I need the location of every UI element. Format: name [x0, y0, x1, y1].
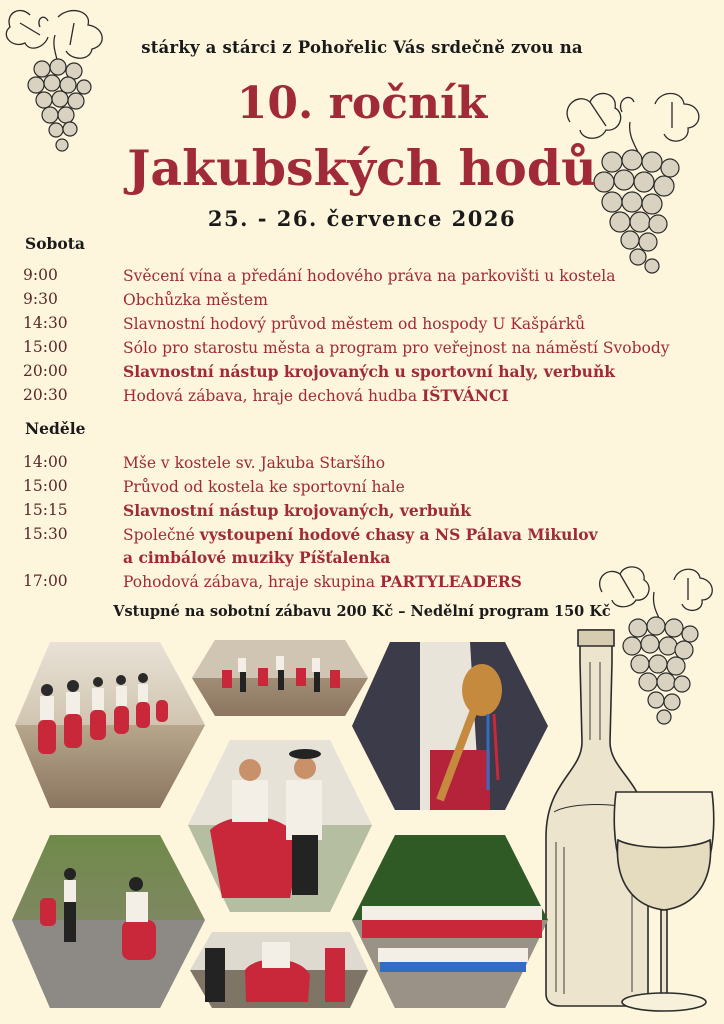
item-time: 15:30	[23, 525, 68, 543]
item-text: a cimbálové muziky Píšťalenka	[123, 548, 391, 567]
item-text: Sólo pro starostu města a program pro veřejnost na náměstí Svobody	[123, 339, 670, 357]
item-text: Slavnostní nástup krojovaných u sportovní haly, verbuňk	[123, 362, 615, 381]
photo-collage	[0, 630, 560, 1020]
item-text: Svěcení vína a předání hodového práva na parkovišti u kostela	[123, 267, 616, 285]
item-time: 15:00	[23, 338, 68, 356]
photo-procession	[15, 642, 205, 808]
photo-couple-dance	[188, 740, 372, 912]
day-heading-saturday: Sobota	[25, 234, 85, 253]
item-text: Obchůzka městem	[123, 291, 268, 309]
list-item	[23, 501, 703, 523]
item-text: Pohodová zábava, hraje skupina PARTYLEADERS	[123, 572, 522, 591]
admission-prices: Vstupné na sobotní zábavu 200 Kč – Nedělní program 150 Kč	[113, 603, 611, 620]
event-date: 25. - 26. července 2026	[207, 206, 517, 231]
list-item	[23, 314, 703, 336]
list-item	[23, 386, 703, 408]
list-item	[23, 525, 703, 547]
item-text: Slavnostní hodový průvod městem od hospody U Kašpárků	[123, 315, 586, 333]
day-heading-sunday: Neděle	[25, 419, 86, 438]
wine-glass-icon	[606, 780, 724, 1020]
photo-costume-detail	[352, 642, 548, 810]
list-item	[23, 477, 703, 499]
photo-street-procession	[12, 835, 205, 1008]
list-item	[23, 338, 703, 360]
list-item	[23, 548, 703, 570]
list-item	[23, 572, 703, 594]
item-time: 15:00	[23, 477, 68, 495]
item-text: Slavnostní nástup krojovaných, verbuňk	[123, 501, 472, 520]
photo-group	[352, 835, 548, 1008]
item-text: Společné vystoupení hodové chasy a NS Pálava Mikulov	[123, 525, 598, 544]
item-text: Mše v kostele sv. Jakuba Staršího	[123, 454, 386, 472]
list-item	[23, 290, 703, 312]
intro-text: stárky a stárci z Pohořelic Vás srdečně zvou na	[141, 38, 583, 57]
list-item	[23, 266, 703, 288]
item-time: 14:30	[23, 314, 68, 332]
item-time: 9:30	[23, 290, 58, 308]
photo-dancers-line	[190, 932, 368, 1008]
item-time: 9:00	[23, 266, 58, 284]
item-time: 15:15	[23, 501, 68, 519]
item-text: Průvod od kostela ke sportovní hale	[123, 478, 405, 496]
page-title: Jakubských hodů	[127, 139, 597, 197]
item-time: 17:00	[23, 572, 68, 590]
item-time: 20:30	[23, 386, 68, 404]
list-item	[23, 453, 703, 475]
item-time: 20:00	[23, 362, 68, 380]
list-item	[23, 362, 703, 384]
item-text: Hodová zábava, hraje dechová hudba IŠTVÁNCI	[123, 386, 509, 405]
photo-square-dance	[192, 640, 368, 716]
title-edition: 10. ročník	[236, 78, 488, 129]
item-time: 14:00	[23, 453, 68, 471]
